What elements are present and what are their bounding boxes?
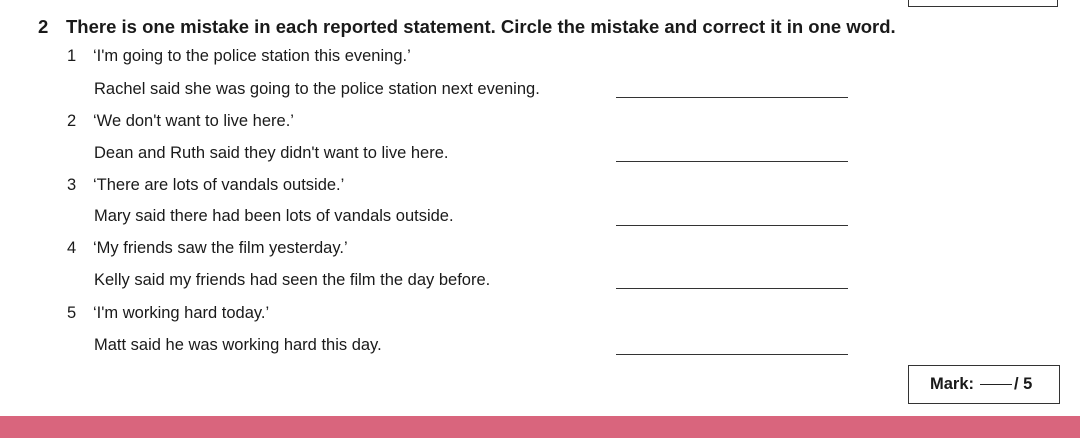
item-number: 2 — [67, 112, 77, 130]
direct-quote: ‘We don't want to live here.’ — [93, 112, 294, 130]
reported-statement: Kelly said my friends had seen the film the day before. — [94, 271, 491, 289]
mark-score-blank[interactable] — [980, 384, 1012, 385]
answer-line-2[interactable] — [616, 161, 848, 162]
item-number: 1 — [67, 47, 77, 65]
direct-quote: ‘My friends saw the film yesterday.’ — [93, 239, 348, 257]
reported-statement: Dean and Ruth said they didn't want to live here. — [94, 144, 449, 162]
top-score-box — [908, 0, 1058, 7]
direct-quote: ‘I'm going to the police station this evening.’ — [93, 47, 411, 65]
reported-statement: Matt said he was working hard this day. — [94, 336, 382, 354]
reported-statement: Mary said there had been lots of vandals outside. — [94, 207, 454, 225]
reported-statement: Rachel said she was going to the police station next evening. — [94, 80, 540, 98]
instruction-text: There is one mistake in each reported statement. Circle the mistake and correct it in one word. — [66, 16, 896, 37]
exercise-number: 2 — [38, 16, 49, 37]
direct-quote: ‘I'm working hard today.’ — [93, 304, 270, 322]
item-number: 5 — [67, 304, 77, 322]
mark-label: Mark: — [930, 375, 975, 393]
mark-total: / 5 — [1014, 375, 1033, 393]
answer-line-4[interactable] — [616, 288, 848, 289]
answer-line-5[interactable] — [616, 354, 848, 355]
item-number: 3 — [67, 176, 77, 194]
item-number: 4 — [67, 239, 77, 257]
footer-bar — [0, 416, 1080, 438]
answer-line-1[interactable] — [616, 97, 848, 98]
exercise-instruction — [38, 16, 896, 38]
mark-box — [908, 365, 1060, 404]
answer-line-3[interactable] — [616, 225, 848, 226]
direct-quote: ‘There are lots of vandals outside.’ — [93, 176, 345, 194]
